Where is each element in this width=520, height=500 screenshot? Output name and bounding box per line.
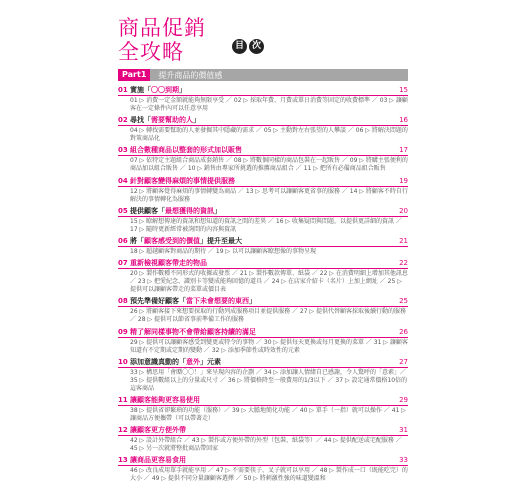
- entry-title: [130, 357, 399, 367]
- entry-title-highlight: 需要幫助的人: [151, 116, 193, 125]
- entry-heading: [118, 84, 408, 96]
- part-label: Part1: [118, 69, 150, 81]
- entry-page: 26: [399, 327, 408, 336]
- entry-title: [130, 327, 399, 337]
- entry-subitems: 07 ▷ 依特定主題組合商品成套銷售 ／ 08 ▷ 將數個同樣的商品包裝在一起販售 ／ 09 ▷ 將購主張便利的商品加以組合販售 ／ 10 ▷ 銷售由專家所挑選的推薦商品組合 ／ 11 ▷ 把所有必備商品組合販售: [130, 157, 408, 173]
- entry-page: 29: [399, 395, 408, 404]
- entry-heading: [118, 394, 408, 406]
- entry-title-post: 」: [214, 206, 221, 215]
- entry-subitems: 15 ▷ 瞭解想傳達的資訊和想知道的資訊之間的差異 ／ 16 ▷ 收集疑問與問題，以提供更詳細的資訊 ／ 17 ▷ 隨時更新經常被詢問的內容與資訊: [130, 217, 402, 233]
- entry-page: 21: [399, 236, 408, 245]
- entry-title-pre: 將「: [130, 236, 144, 245]
- toc-entry[interactable]: [118, 424, 408, 453]
- entry-title: [130, 258, 399, 268]
- entry-heading: [118, 295, 408, 307]
- toc-entry[interactable]: [118, 454, 408, 483]
- toc-badge-2: 次: [249, 39, 264, 54]
- entry-heading: [118, 144, 408, 156]
- entry-heading: [118, 205, 408, 217]
- entry-heading: [118, 454, 408, 466]
- part-title: 提升商品的價值感: [158, 70, 223, 80]
- entry-number: 05: [118, 206, 128, 215]
- entry-subitems: 04 ▷ 轉找需要幫助的人並發掘其中隱藏的需求 ／ 05 ▷ 主動對左右張望的人攀談 ／ 06 ▷ 將解決問題的對策商品化: [130, 127, 408, 143]
- entry-title-post: 」提升至最大: [200, 236, 242, 245]
- entry-page: 20: [399, 206, 408, 215]
- toc-entry[interactable]: [118, 205, 408, 234]
- entry-heading: [118, 326, 408, 338]
- entry-number: 06: [118, 236, 128, 245]
- entry-title-highlight: 當下未會想要的東西: [186, 297, 249, 306]
- entry-subitems: 29 ▷ 提供可以讓顧客感受到變更或特令的事物 ／ 30 ▷ 提供每天更換或每月更換的菜單 ／ 31 ▷ 讓顧客知道有不定期或定期的變動 ／ 32 ▷ 添加季節性或時效性的元素: [130, 338, 408, 354]
- entry-title-highlight: 組合數種商品以整套的形式加以販售: [130, 146, 242, 155]
- entry-title-highlight: 讓商品更容易食用: [130, 456, 186, 465]
- entry-subitems: 18 ▷ 超越顧客對商品的期待 ／ 19 ▷ 以可以讓顧客瞭想像的事物呈現: [130, 247, 316, 255]
- title-line-2: 全攻略: [118, 40, 184, 64]
- entry-title: [130, 236, 399, 246]
- entry-number: 09: [118, 327, 128, 336]
- entry-title-post: 」: [179, 86, 186, 94]
- toc-entry[interactable]: [118, 235, 408, 256]
- entry-page: 33: [399, 456, 408, 465]
- entry-heading: [118, 175, 408, 187]
- entry-title: [130, 206, 399, 216]
- entry-title-pre: 提供顧客「: [130, 206, 165, 215]
- entry-title: [130, 85, 399, 95]
- entry-title: [130, 176, 399, 186]
- entry-title-highlight: 讓顧客更方便外帶: [130, 426, 186, 435]
- toc-entry[interactable]: [118, 114, 408, 143]
- entry-title-highlight: 〇〇到期: [151, 86, 179, 94]
- entry-subitems: 01 ▷ 消費一定金額就能夠無限享受 ／ 02 ▷ 採取年費、月費或單日消費等固定的收費標準 ／ 03 ▷ 讓顧客在一定條件內可以任意享用: [130, 97, 408, 113]
- entry-heading: [118, 424, 408, 436]
- toc-entry[interactable]: [118, 144, 408, 173]
- entry-title-post: 」: [249, 297, 256, 306]
- entry-number: 03: [118, 146, 128, 155]
- entry-title-pre: 實施「: [130, 86, 151, 94]
- entry-page: 17: [399, 146, 408, 155]
- part-header: [118, 69, 408, 81]
- entry-title-highlight: 針對顧客變得麻煩的事情提供服務: [130, 176, 235, 185]
- entry-subitems: 38 ▷ 提供省卻繁瑣的功能（服務）／ 39 ▷ 大膽地簡化功能 ／ 40 ▷ 單手（一指）就可以操作 ／ 41 ▷ 讓商品方便攜帶（可以帶著走）: [130, 406, 406, 423]
- title-line-1: 商品促銷: [118, 16, 206, 40]
- entry-number: 02: [118, 116, 128, 125]
- entry-heading: [118, 257, 408, 269]
- entry-subitems: 33 ▷ 構思用「會贈〇〇！」來呈現內容的企劃 ／ 34 ▷ 添加讓人情緒自已感謝，令人驚呼的「意素」／ 35 ▷ 提供數組以上的分量或尺寸 ／ 36 ▷ 將價格降至一般費用的1/3以下 ／ 37 ▷ 設定通常價格10倍的這客商品: [130, 368, 408, 392]
- toc-entry[interactable]: [118, 257, 408, 294]
- entry-number: 13: [118, 456, 128, 465]
- entry-page: 19: [399, 176, 408, 185]
- entry-number: 11: [118, 395, 128, 404]
- entry-title-highlight: 最想獲得的資訊: [165, 206, 214, 215]
- entry-title-post: 」: [193, 116, 200, 125]
- toc-entry[interactable]: [118, 295, 408, 324]
- entry-number: 04: [118, 176, 128, 185]
- entry-number: 07: [118, 259, 128, 268]
- entry-subitems: 26 ▷ 將顧客接下來想要採取的行動列成服務項目並提供服務 ／ 27 ▷ 提供代替顧客採取後續行動的服務 ／ 28 ▷ 提供可以節省事前準備工作的服務: [130, 308, 406, 324]
- entry-page: 31: [399, 426, 408, 435]
- entry-number: 12: [118, 426, 128, 435]
- entry-number: 10: [118, 357, 128, 366]
- entry-page: 16: [399, 116, 408, 125]
- entry-subitems: 12 ▷ 將顧客覺得麻煩的事情轉變為商品 ／ 13 ▷ 思考可以讓顧客更省事的服務 ／ 14 ▷ 將顧客不時自行解決的事情轉化為服務: [130, 187, 408, 203]
- entry-page: 15: [399, 86, 408, 94]
- entry-title: [130, 425, 399, 435]
- entry-heading: [118, 235, 408, 247]
- entry-title-highlight: 讓顧客能夠更容易使用: [130, 395, 200, 404]
- entry-title-highlight: 意外: [186, 357, 200, 366]
- toc-entry[interactable]: [118, 394, 408, 423]
- toc-entries: [118, 84, 408, 485]
- entry-heading: [118, 114, 408, 126]
- entry-title: [130, 296, 399, 306]
- entry-page: 27: [399, 357, 408, 366]
- entry-number: 01: [118, 86, 128, 94]
- toc-entry[interactable]: [118, 356, 408, 393]
- entry-title: [130, 145, 399, 155]
- entry-title-highlight: 重新檢視顧客帶走的物品: [130, 259, 207, 268]
- toc-entry[interactable]: [118, 326, 408, 355]
- entry-page: 25: [399, 297, 408, 306]
- toc-entry[interactable]: [118, 84, 408, 113]
- toc-entry[interactable]: [118, 175, 408, 204]
- book-title: [118, 16, 206, 64]
- entry-title: [130, 395, 399, 405]
- entry-page: 22: [399, 259, 408, 268]
- entry-subitems: 46 ▷ 改良成用單手就能享用 ／ 47 ▷ 不需要筷子、叉子就可以享用 ／ 48 ▷ 製作成一口（既能吃完）的大小 ／ 49 ▷ 提供不同分量讓顧客選擇 ／ 50 ▷ 將刺激性強的味道變溫和: [130, 467, 408, 483]
- entry-title-pre: 預先準備好顧客「: [130, 297, 186, 306]
- entry-title-highlight: 精了解同樣事物不會帶給顧客持續的滿足: [130, 327, 256, 336]
- entry-subitems: 42 ▷ 設計外帶組合 ／ 43 ▷ 製作或方便外帶的外型（包裝、紙袋等）／ 44 ▷ 提供配送或宅配服務 ／ 45 ▷ 另一次就將整批商品帶回家: [130, 437, 402, 453]
- entry-number: 08: [118, 297, 128, 306]
- entry-title: [130, 115, 399, 125]
- toc-badges: [232, 39, 264, 54]
- entry-title-highlight: 顧客感受到的價值: [144, 236, 200, 245]
- entry-title-post: 」元素: [200, 357, 221, 366]
- toc-badge-1: 目: [232, 39, 247, 54]
- entry-subitems: 20 ▷ 製作數種不同形式的收據或發票 ／ 21 ▷ 製作數款傳單、紙袋 ／ 22 ▷ 在消費明細上增加其他訊息 ／ 23 ▷ 把愛紀念、識別卡等變成能夠回憶的道具 ／ 24 ▷ 在店家介紹卡（名片）上加上網址 ／ 25 ▷ 提供可以讓顧客帶走的菜單或價目表: [130, 270, 408, 294]
- entry-title: [130, 455, 399, 465]
- entry-title-pre: 尋找「: [130, 116, 151, 125]
- entry-heading: [118, 356, 408, 368]
- entry-title-pre: 添加意識真動的「: [130, 357, 186, 366]
